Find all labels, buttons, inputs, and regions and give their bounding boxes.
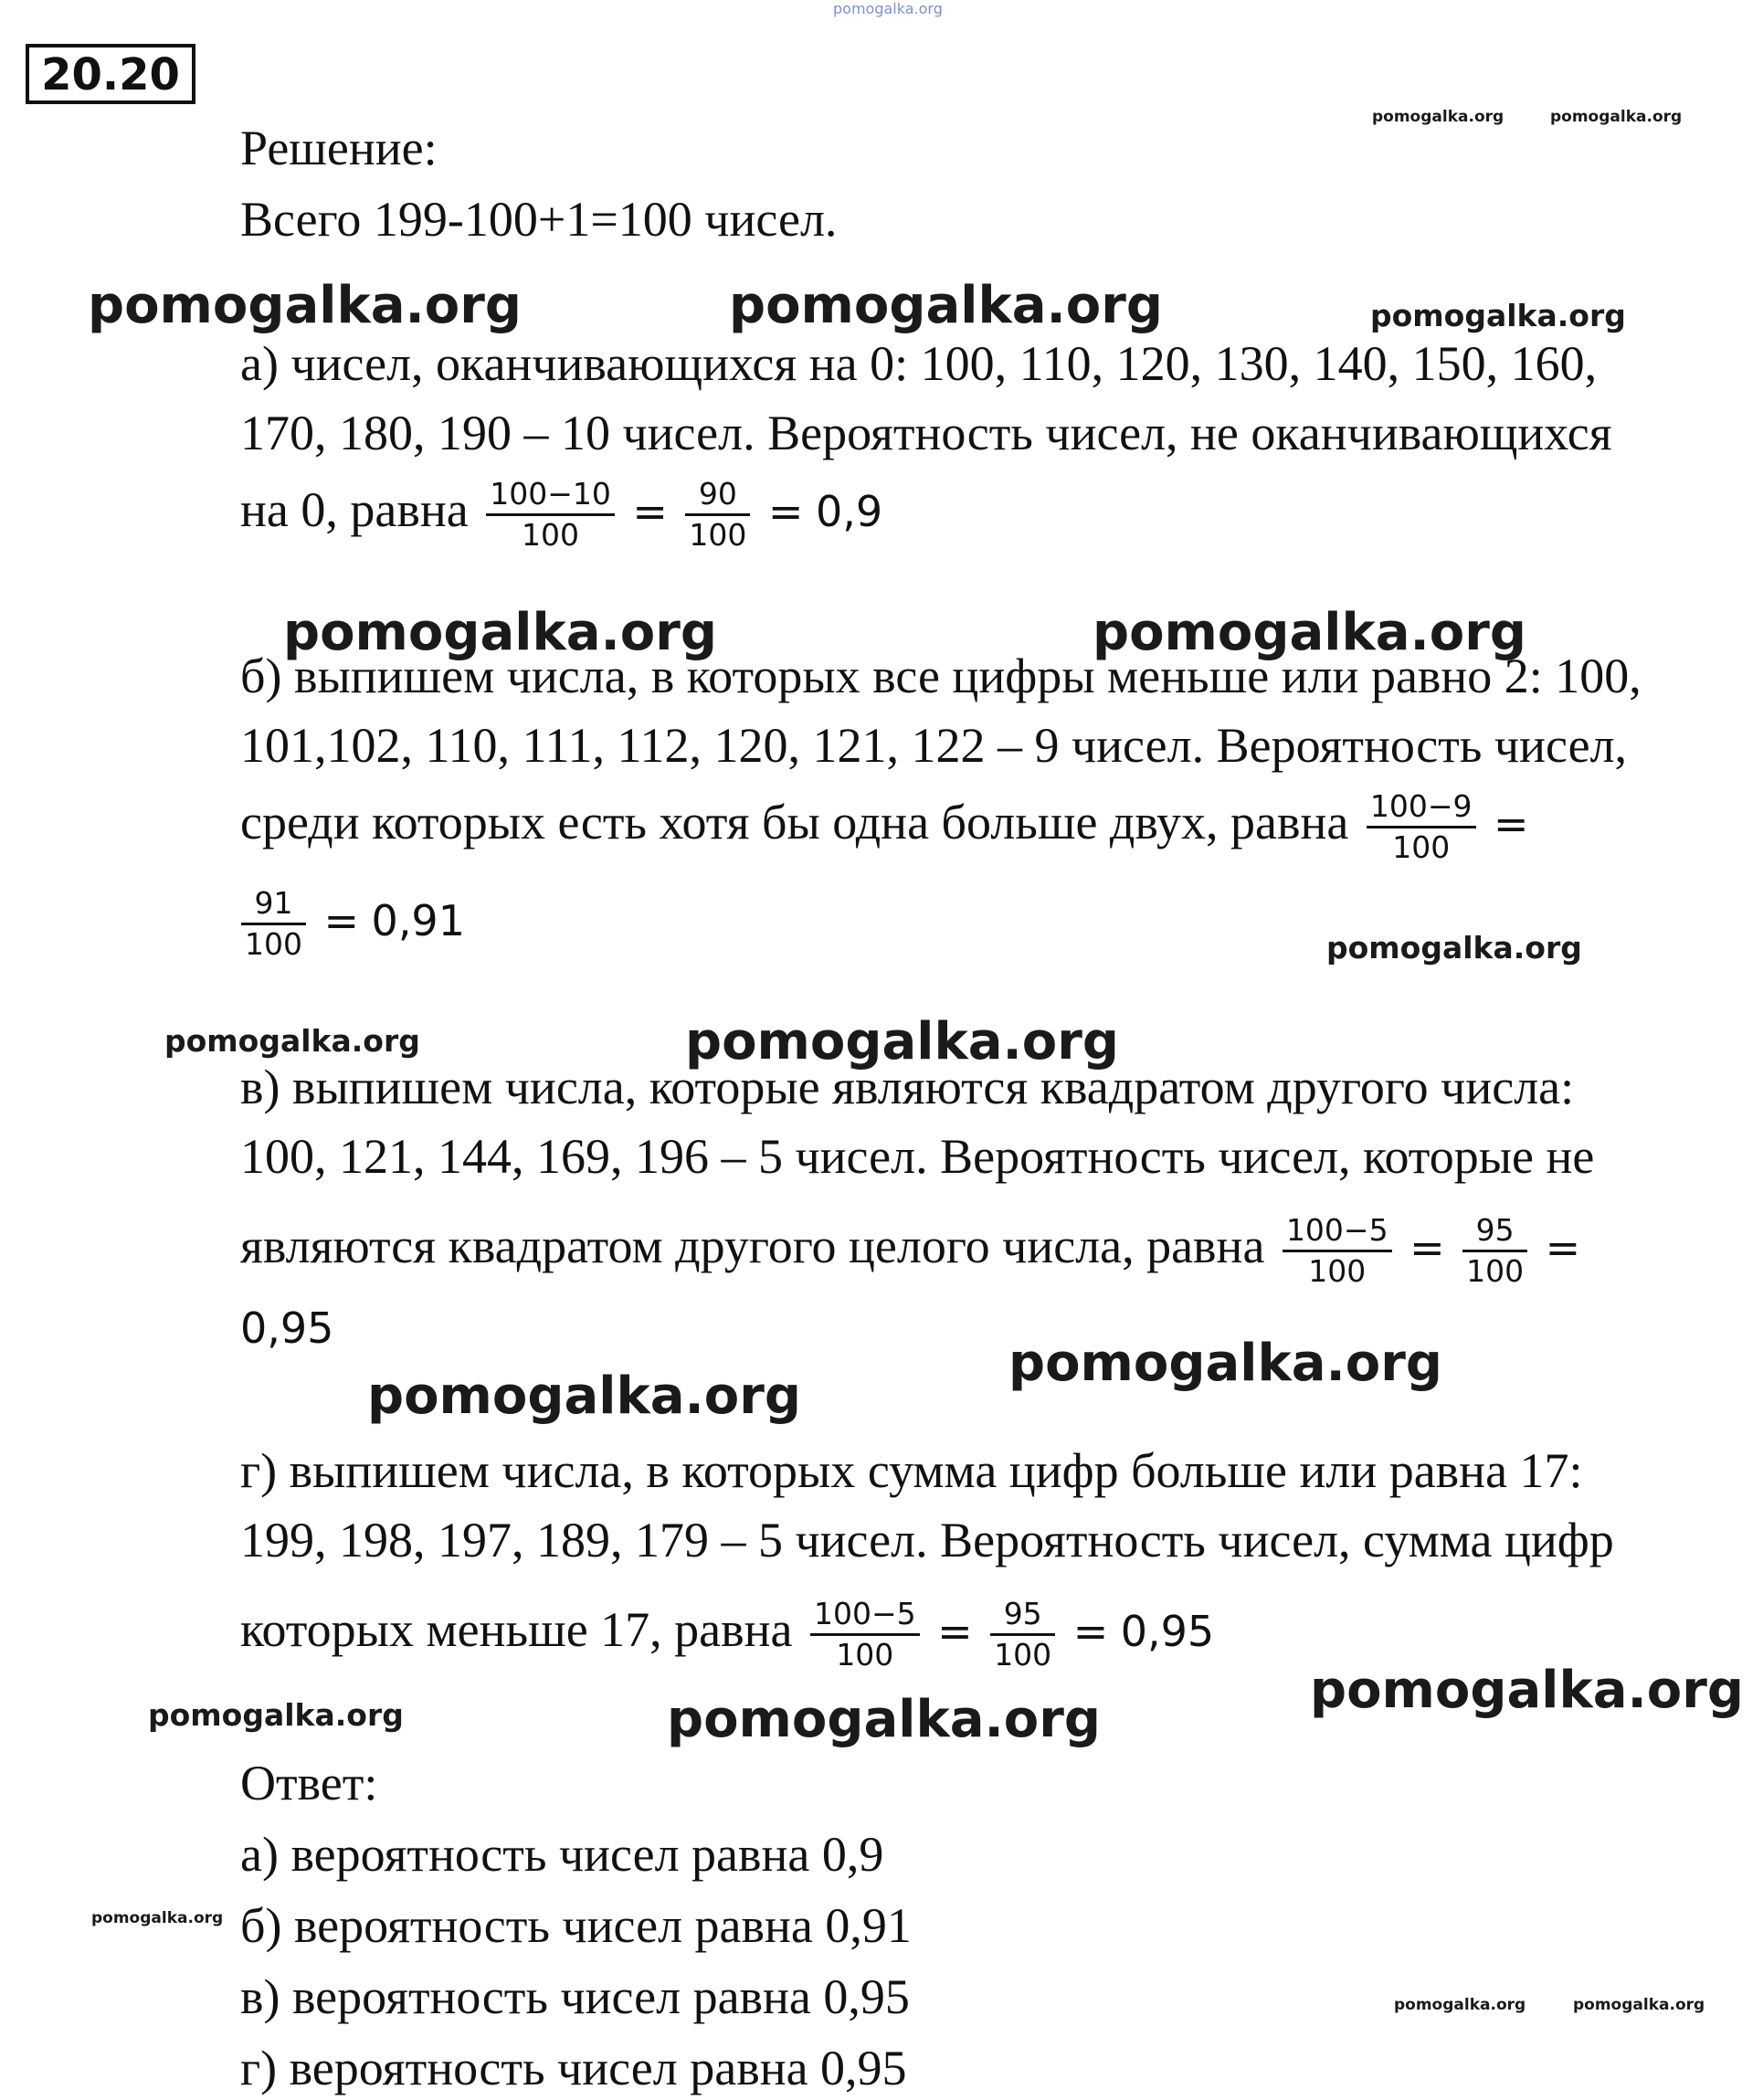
part-c-line3 xyxy=(240,1211,1580,1291)
fraction xyxy=(241,884,306,964)
part-b-line1: б) выпишем числа, в которых все цифры меньше или равно 2: 100, xyxy=(240,649,1642,703)
fraction xyxy=(1462,1211,1527,1291)
fraction xyxy=(990,1595,1055,1674)
fraction xyxy=(1367,787,1476,867)
watermark: pomogalka.org xyxy=(283,603,717,662)
watermark: pomogalka.org xyxy=(1394,1996,1526,2014)
fraction-denominator: 100 xyxy=(1392,829,1451,865)
watermark: pomogalka.org xyxy=(1326,930,1582,966)
answer-d: г) вероятность чисел равна 0,95 xyxy=(240,2041,907,2095)
fraction-numerator: 95 xyxy=(1462,1211,1527,1252)
equals-sign: = xyxy=(323,895,360,945)
watermark: pomogalka.org xyxy=(1008,1334,1442,1393)
fraction-denominator: 100 xyxy=(522,517,580,553)
watermark: pomogalka.org xyxy=(1370,298,1626,333)
watermark: pomogalka.org xyxy=(88,276,522,335)
fraction-numerator: 90 xyxy=(685,475,750,516)
equals-sign: = xyxy=(632,486,668,536)
part-b-line2: 101,102, 110, 111, 112, 120, 121, 122 – 9 чисел. Вероятность чисел, xyxy=(240,718,1628,773)
part-c-line3-text: являются квадратом другого целого числа, равна xyxy=(240,1218,1265,1273)
part-d-line3-text: которых меньше 17, равна xyxy=(240,1601,793,1657)
fraction xyxy=(685,475,750,554)
part-a-result: 0,9 xyxy=(815,486,883,536)
equals-sign: = xyxy=(1409,1222,1445,1272)
fraction-denominator: 100 xyxy=(689,517,747,553)
watermark: pomogalka.org xyxy=(1573,1996,1705,2014)
answer-a: а) вероятность чисел равна 0,9 xyxy=(240,1827,884,1882)
part-d-line1: г) выпишем числа, в которых сумма цифр больше или равна 17: xyxy=(240,1443,1583,1498)
part-c-line1: в) выпишем числа, которые являются квадратом другого числа: xyxy=(240,1060,1575,1114)
fraction-numerator: 100−9 xyxy=(1367,787,1476,828)
equals-sign: = xyxy=(1545,1222,1581,1272)
total-line: Всего 199-100+1=100 чисел. xyxy=(240,192,838,247)
fraction-denominator: 100 xyxy=(994,1637,1052,1673)
solution-label: Решение: xyxy=(240,121,438,175)
equals-sign: = xyxy=(1072,1606,1109,1656)
watermark: pomogalka.org xyxy=(685,1012,1119,1071)
part-c-result: 0,95 xyxy=(240,1303,334,1353)
part-d-result: 0,95 xyxy=(1120,1606,1215,1656)
watermark: pomogalka.org xyxy=(1550,108,1683,126)
watermark-top: pomogalka.org xyxy=(833,0,943,17)
answer-b: б) вероятность чисел равна 0,91 xyxy=(240,1898,912,1953)
fraction-denominator: 100 xyxy=(836,1637,894,1673)
answer-label: Ответ: xyxy=(240,1756,378,1810)
part-a-line3 xyxy=(240,475,882,554)
watermark: pomogalka.org xyxy=(1372,108,1504,126)
fraction xyxy=(486,475,615,554)
part-d-line3 xyxy=(240,1595,1214,1674)
watermark: pomogalka.org xyxy=(1093,603,1526,662)
equals-sign: = xyxy=(937,1606,973,1656)
fraction-denominator: 100 xyxy=(1466,1253,1525,1289)
watermark: pomogalka.org xyxy=(667,1690,1101,1749)
watermark: pomogalka.org xyxy=(164,1023,420,1059)
problem-number: 20.20 xyxy=(26,44,195,104)
part-d-line2: 199, 198, 197, 189, 179 – 5 чисел. Вероятность чисел, сумма цифр xyxy=(240,1513,1614,1567)
fraction-numerator: 95 xyxy=(990,1595,1055,1636)
part-b-result: 0,91 xyxy=(371,895,465,945)
part-a-line1: а) чисел, оканчивающихся на 0: 100, 110, 120, 130, 140, 150, 160, xyxy=(240,336,1598,391)
fraction xyxy=(1283,1211,1392,1291)
watermark: pomogalka.org xyxy=(148,1697,404,1733)
part-b-line3-text: среди которых есть хотя бы одна больше двух, равна xyxy=(240,794,1349,849)
watermark: pomogalka.org xyxy=(1310,1661,1744,1720)
part-b-line4 xyxy=(236,884,465,964)
equals-sign: = xyxy=(767,486,804,536)
part-b-line3 xyxy=(240,787,1529,867)
part-c-line2: 100, 121, 144, 169, 196 – 5 чисел. Вероятность чисел, которые не xyxy=(240,1129,1595,1184)
equals-sign: = xyxy=(1494,798,1529,849)
part-a-line2: 170, 180, 190 – 10 чисел. Вероятность чисел, не оканчивающихся xyxy=(240,406,1612,460)
watermark: pomogalka.org xyxy=(729,276,1163,335)
fraction-numerator: 91 xyxy=(241,884,306,925)
fraction-denominator: 100 xyxy=(1308,1253,1367,1289)
watermark: pomogalka.org xyxy=(91,1909,224,1927)
fraction xyxy=(810,1595,920,1674)
fraction-numerator: 100−5 xyxy=(1283,1211,1392,1252)
fraction-numerator: 100−10 xyxy=(486,475,615,516)
fraction-denominator: 100 xyxy=(245,926,302,962)
watermark: pomogalka.org xyxy=(367,1367,801,1426)
fraction-numerator: 100−5 xyxy=(810,1595,920,1636)
part-a-line3-text: на 0, равна xyxy=(240,481,469,537)
answer-c: в) вероятность чисел равна 0,95 xyxy=(240,1969,910,2024)
